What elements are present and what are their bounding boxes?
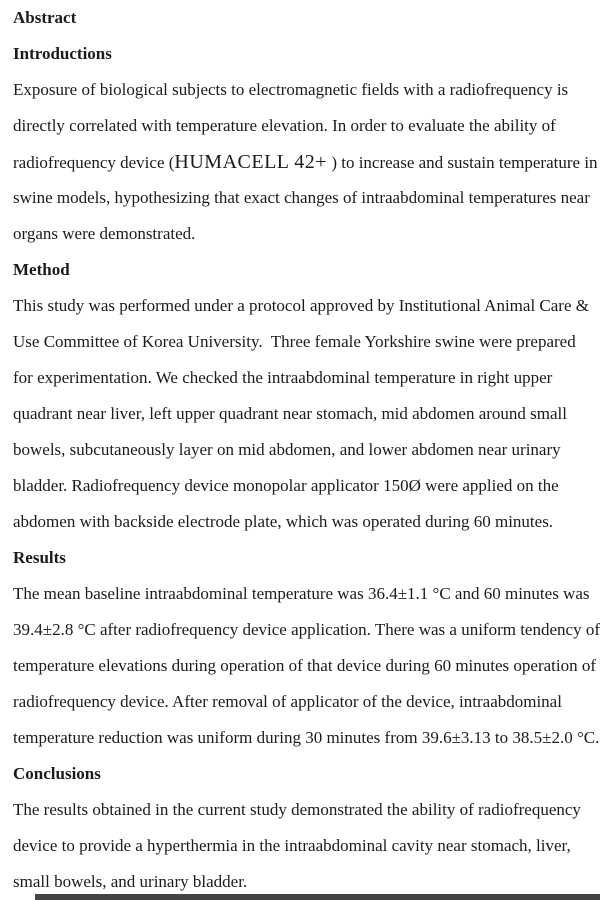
paragraph-line: swine models, hypothesizing that exact changes of intraabdominal temperatures near xyxy=(13,188,590,207)
paragraph-line: bladder. Radiofrequency device monopolar applicator 150Ø were applied on the xyxy=(13,476,559,495)
paragraph-line: bowels, subcutaneously layer on mid abdomen, and lower abdomen near urinary xyxy=(13,440,561,459)
paragraph-line: for experimentation. We checked the intraabdominal temperature in right upper xyxy=(13,368,553,387)
abstract-document xyxy=(13,0,600,900)
paragraph-line xyxy=(13,144,600,180)
paragraph-line: The results obtained in the current study demonstrated the ability of radiofrequency xyxy=(13,800,581,819)
paragraph-line: abdomen with backside electrode plate, which was operated during 60 minutes. xyxy=(13,512,554,531)
section-heading-conclusions: Conclusions xyxy=(13,764,101,783)
paragraph-text: radiofrequency device ( xyxy=(13,153,175,172)
paragraph-text: ) to increase and sustain temperature in xyxy=(327,153,598,172)
paragraph-line: device to provide a hyperthermia in the intraabdominal cavity near stomach, liver, xyxy=(13,836,571,855)
paragraph-line: quadrant near liver, left upper quadrant near stomach, mid abdomen around small xyxy=(13,404,567,423)
paragraph-line: directly correlated with temperature elevation. In order to evaluate the ability of xyxy=(13,116,556,135)
paragraph-line: small bowels, and urinary bladder. xyxy=(13,872,248,891)
paragraph-line: This study was performed under a protocol approved by Institutional Animal Care & xyxy=(13,296,589,315)
paragraph-line: temperature reduction was uniform during 30 minutes from 39.6±3.13 to 38.5±2.0 °C. xyxy=(13,728,600,747)
paragraph-line: Use Committee of Korea University. Three female Yorkshire swine were prepared xyxy=(13,332,576,351)
paragraph-line: The mean baseline intraabdominal temperature was 36.4±1.1 °C and 60 minutes was xyxy=(13,584,590,603)
section-heading-introductions: Introductions xyxy=(13,44,112,63)
device-brand-name: HUMACELL 42+ xyxy=(174,151,328,173)
paragraph-line: 39.4±2.8 °C after radiofrequency device application. There was a uniform tendency of xyxy=(13,620,600,639)
paragraph-line: organs were demonstrated. xyxy=(13,224,196,243)
paragraph-line: Exposure of biological subjects to electromagnetic fields with a radiofrequency is xyxy=(13,80,569,99)
paragraph-line: radiofrequency device. After removal of applicator of the device, intraabdominal xyxy=(13,692,562,711)
cutoff-content-bar xyxy=(35,894,600,900)
section-heading-abstract: Abstract xyxy=(13,8,77,27)
paragraph-line: temperature elevations during operation of that device during 60 minutes operation of xyxy=(13,656,597,675)
section-heading-results: Results xyxy=(13,548,66,567)
section-heading-method: Method xyxy=(13,260,70,279)
